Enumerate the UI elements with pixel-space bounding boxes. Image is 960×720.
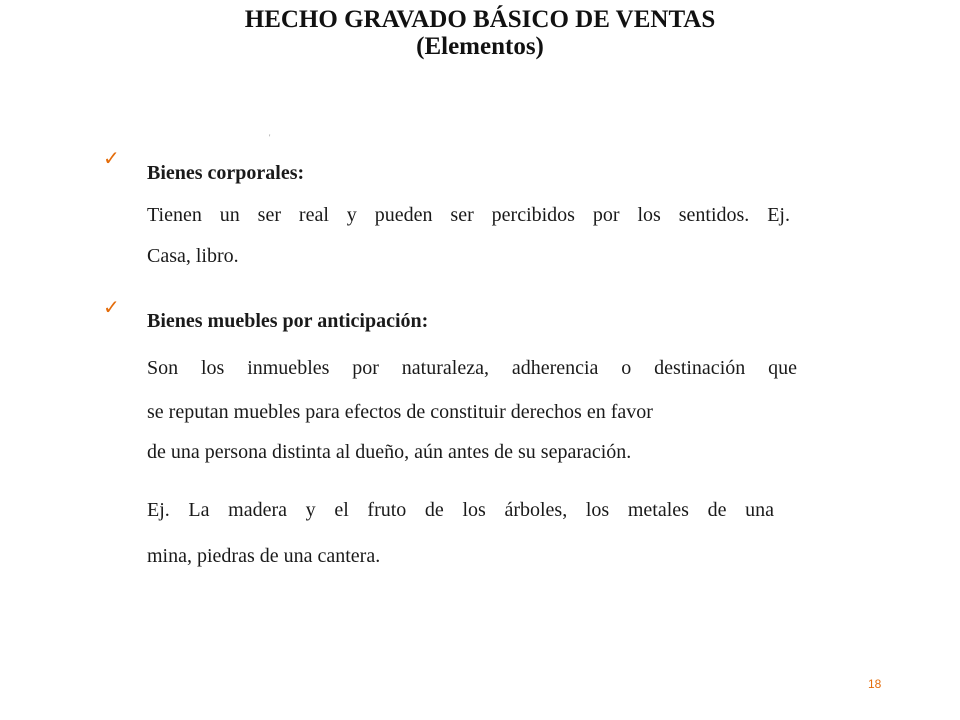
checkmark-icon: ✓ <box>103 146 120 170</box>
bullet-text-line: Son los inmuebles por naturaleza, adherencia o destinación que <box>147 357 797 379</box>
bullet-heading-corporales: Bienes corporales: <box>147 162 305 184</box>
bullet-text-line: de una persona distinta al dueño, aún antes de su separación. <box>147 441 632 463</box>
slide-title-line1: HECHO GRAVADO BÁSICO DE VENTAS <box>244 6 716 33</box>
page-number: 18 <box>868 677 882 691</box>
bullet-text-line: Tienen un ser real y pueden ser percibidos por los sentidos. Ej. <box>147 204 790 226</box>
stray-mark: ' <box>269 133 271 142</box>
example-text-line: Ej. La madera y el fruto de los árboles, los metales de una <box>147 499 774 521</box>
checkmark-icon: ✓ <box>103 295 120 319</box>
bullet-text-line: Casa, libro. <box>147 245 239 267</box>
bullet-heading-anticipacion: Bienes muebles por anticipación: <box>147 310 429 332</box>
bullet-text-line: se reputan muebles para efectos de constituir derechos en favor <box>147 401 653 423</box>
example-text-line: mina, piedras de una cantera. <box>147 545 381 567</box>
slide-title-line2: (Elementos) <box>416 33 544 60</box>
slide-title <box>0 6 960 60</box>
